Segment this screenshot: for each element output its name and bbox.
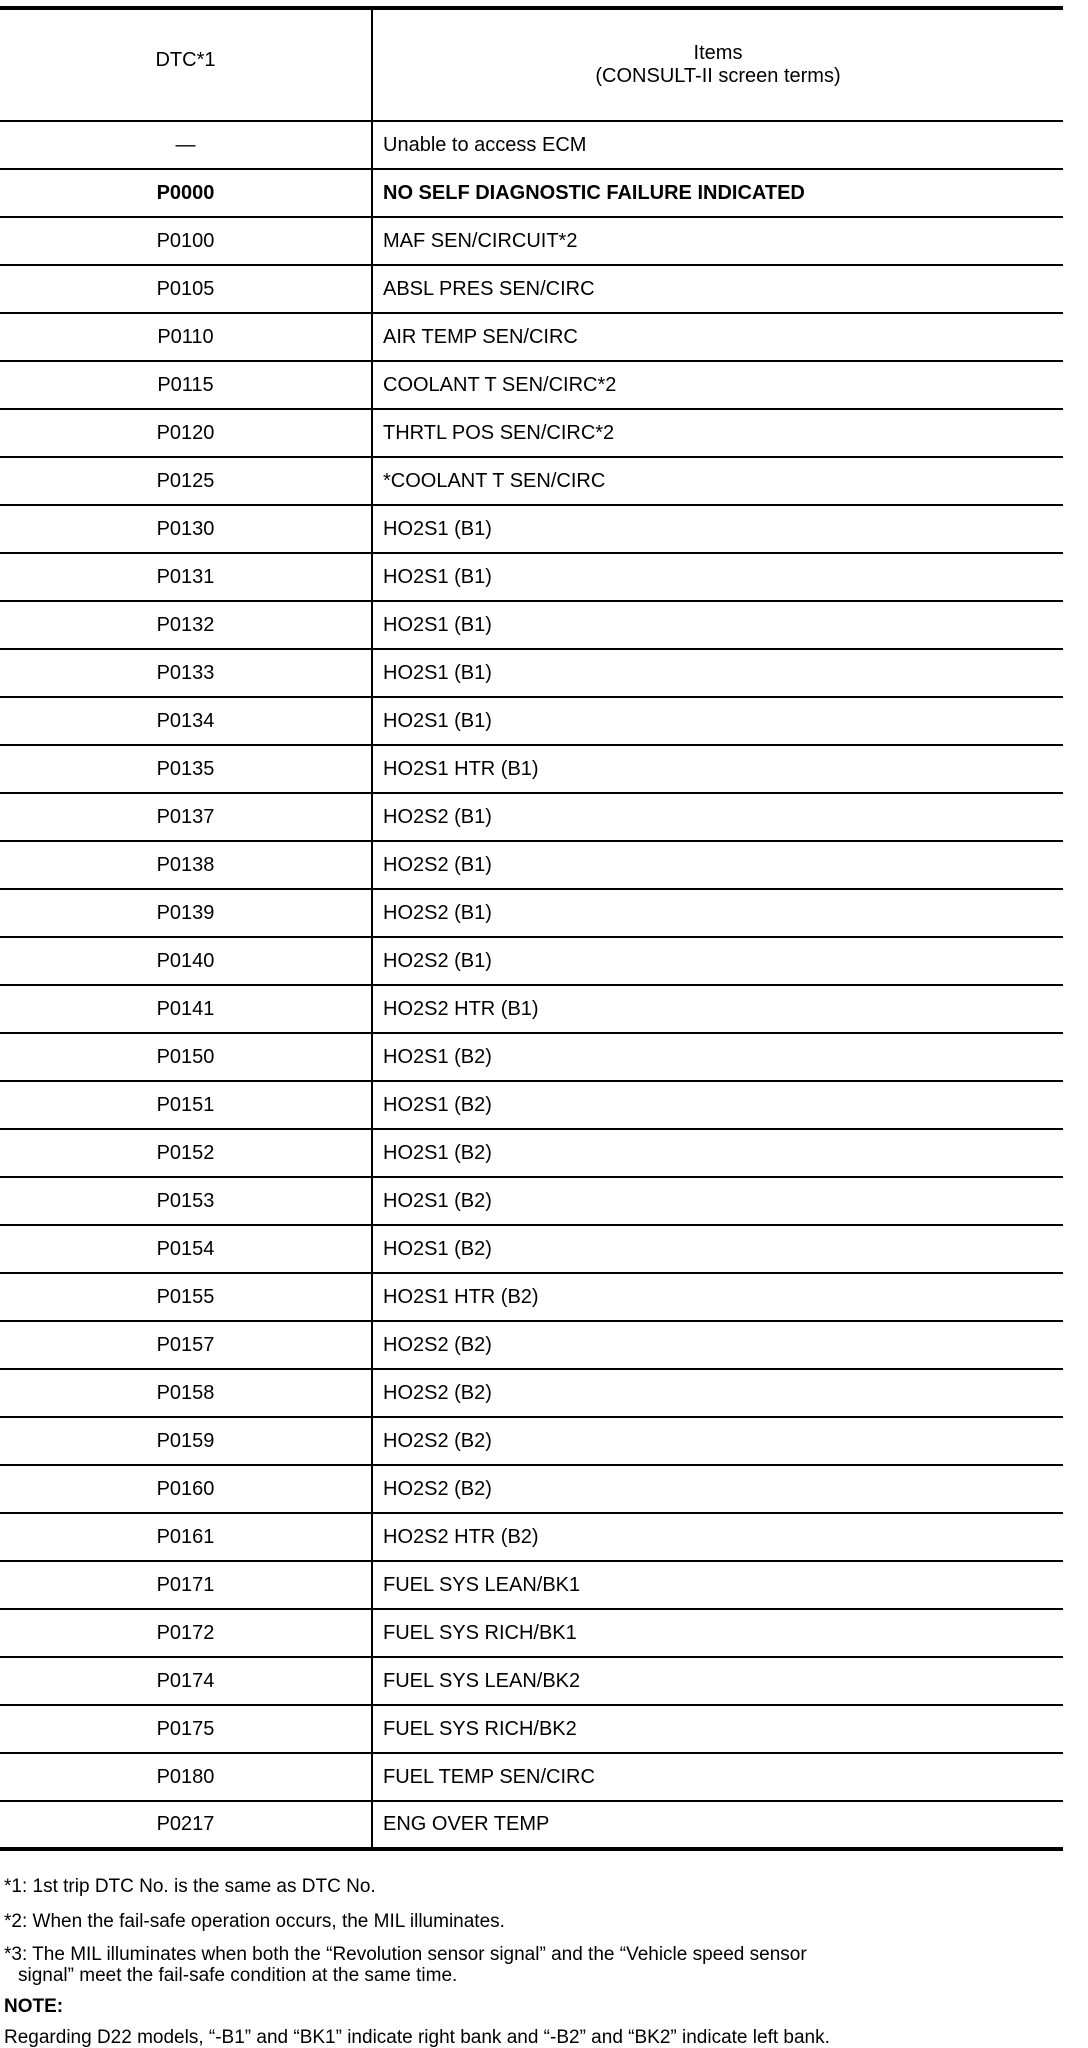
dtc-item-cell: HO2S1 (B1) [372,601,1063,649]
table-row [0,1513,1063,1561]
dtc-item-cell: THRTL POS SEN/CIRC*2 [372,409,1063,457]
dtc-item-cell: NO SELF DIAGNOSTIC FAILURE INDICATED [372,169,1063,217]
table-row [0,1561,1063,1609]
dtc-code-cell: P0154 [0,1225,372,1273]
dtc-item-cell: HO2S1 (B2) [372,1081,1063,1129]
header-items [372,8,1063,121]
dtc-item-cell: HO2S1 (B2) [372,1177,1063,1225]
table-row [0,1321,1063,1369]
dtc-code-cell: — [0,121,372,169]
dtc-item-cell: FUEL SYS RICH/BK2 [372,1705,1063,1753]
table-body [0,121,1063,1849]
dtc-code-cell: P0153 [0,1177,372,1225]
dtc-item-cell: HO2S1 (B1) [372,553,1063,601]
dtc-code-cell: P0172 [0,1609,372,1657]
table-row [0,457,1063,505]
dtc-item-cell: FUEL SYS RICH/BK1 [372,1609,1063,1657]
header-items-subtitle: (CONSULT-II screen terms) [595,65,841,87]
dtc-item-cell: HO2S1 (B2) [372,1225,1063,1273]
table-row [0,697,1063,745]
dtc-code-cell: P0105 [0,265,372,313]
table-header [0,8,1063,121]
table-row [0,169,1063,217]
dtc-code-cell: P0000 [0,169,372,217]
table-row [0,1081,1063,1129]
dtc-code-cell: P0174 [0,1657,372,1705]
dtc-table [0,6,1063,1851]
dtc-code-cell: P0171 [0,1561,372,1609]
footnotes [4,1876,1084,2048]
table-row [0,889,1063,937]
dtc-item-cell: Unable to access ECM [372,121,1063,169]
dtc-code-cell: P0141 [0,985,372,1033]
dtc-item-cell: HO2S2 HTR (B1) [372,985,1063,1033]
table-row [0,553,1063,601]
dtc-item-cell: HO2S2 (B1) [372,841,1063,889]
dtc-code-cell: P0100 [0,217,372,265]
header-dtc: DTC*1 [0,8,372,121]
dtc-code-cell: P0152 [0,1129,372,1177]
dtc-item-cell: HO2S1 (B1) [372,505,1063,553]
table-row [0,1273,1063,1321]
dtc-code-cell: P0161 [0,1513,372,1561]
dtc-item-cell: HO2S1 (B1) [372,649,1063,697]
dtc-code-cell: P0157 [0,1321,372,1369]
note-text: Regarding D22 models, “-B1” and “BK1” indicate right bank and “-B2” and “BK2” indicate left bank. [4,2027,830,2048]
table-row [0,1417,1063,1465]
dtc-code-cell: P0137 [0,793,372,841]
dtc-item-cell: FUEL TEMP SEN/CIRC [372,1753,1063,1801]
table-row [0,937,1063,985]
dtc-code-cell: P0140 [0,937,372,985]
dtc-code-cell: P0138 [0,841,372,889]
table-row [0,649,1063,697]
table-row [0,1129,1063,1177]
dtc-item-cell: HO2S2 HTR (B2) [372,1513,1063,1561]
table-row [0,505,1063,553]
dtc-code-cell: P0217 [0,1801,372,1849]
dtc-code-cell: P0160 [0,1465,372,1513]
dtc-code-cell: P0155 [0,1273,372,1321]
table-row [0,409,1063,457]
table-row [0,1609,1063,1657]
table-row [0,265,1063,313]
dtc-code-cell: P0180 [0,1753,372,1801]
dtc-item-cell: *COOLANT T SEN/CIRC [372,457,1063,505]
dtc-code-cell: P0110 [0,313,372,361]
dtc-item-cell: HO2S1 (B1) [372,697,1063,745]
table-row [0,841,1063,889]
dtc-code-cell: P0159 [0,1417,372,1465]
dtc-item-cell: ENG OVER TEMP [372,1801,1063,1849]
table-row [0,1369,1063,1417]
dtc-code-cell: P0151 [0,1081,372,1129]
table-row [0,601,1063,649]
dtc-item-cell: HO2S2 (B2) [372,1465,1063,1513]
table-row [0,1465,1063,1513]
dtc-item-cell: HO2S1 (B2) [372,1129,1063,1177]
dtc-code-cell: P0132 [0,601,372,649]
dtc-item-cell: AIR TEMP SEN/CIRC [372,313,1063,361]
dtc-code-cell: P0135 [0,745,372,793]
dtc-item-cell: HO2S2 (B2) [372,1417,1063,1465]
dtc-item-cell: HO2S1 HTR (B1) [372,745,1063,793]
footnote-1: *1: 1st trip DTC No. is the same as DTC No. [4,1876,376,1897]
dtc-code-cell: P0150 [0,1033,372,1081]
dtc-code-cell: P0120 [0,409,372,457]
dtc-code-cell: P0139 [0,889,372,937]
dtc-code-cell: P0133 [0,649,372,697]
dtc-code-cell: P0158 [0,1369,372,1417]
note-heading: NOTE: [4,1996,64,2017]
table-row [0,1801,1063,1849]
table-row [0,361,1063,409]
dtc-item-cell: HO2S2 (B1) [372,793,1063,841]
dtc-code-cell: P0175 [0,1705,372,1753]
table-row [0,121,1063,169]
dtc-item-cell: HO2S2 (B1) [372,889,1063,937]
dtc-item-cell: FUEL SYS LEAN/BK2 [372,1657,1063,1705]
table-row [0,313,1063,361]
header-items-title: Items [693,42,743,64]
dtc-item-cell: HO2S1 HTR (B2) [372,1273,1063,1321]
dtc-code-cell: P0134 [0,697,372,745]
footnote-3-line-1: *3: The MIL illuminates when both the “Revolution sensor signal” and the “Vehicle speed sensor [4,1944,807,1965]
table-row [0,1705,1063,1753]
table-row [0,793,1063,841]
table-row [0,1657,1063,1705]
dtc-item-cell: HO2S2 (B2) [372,1321,1063,1369]
dtc-item-cell: MAF SEN/CIRCUIT*2 [372,217,1063,265]
footnote-3-line-2: signal” meet the fail-safe condition at the same time. [18,1965,458,1986]
table-row [0,1033,1063,1081]
dtc-item-cell: HO2S2 (B2) [372,1369,1063,1417]
dtc-code-cell: P0131 [0,553,372,601]
table-row [0,1177,1063,1225]
dtc-code-cell: P0125 [0,457,372,505]
dtc-item-cell: HO2S2 (B1) [372,937,1063,985]
dtc-item-cell: ABSL PRES SEN/CIRC [372,265,1063,313]
table-row [0,217,1063,265]
table-row [0,985,1063,1033]
table-row [0,1225,1063,1273]
dtc-code-cell: P0115 [0,361,372,409]
dtc-code-cell: P0130 [0,505,372,553]
footnote-3 [4,1944,1084,1986]
dtc-item-cell: COOLANT T SEN/CIRC*2 [372,361,1063,409]
footnote-2: *2: When the fail-safe operation occurs, the MIL illuminates. [4,1911,505,1932]
table-row [0,745,1063,793]
table-row [0,1753,1063,1801]
dtc-item-cell: HO2S1 (B2) [372,1033,1063,1081]
dtc-item-cell: FUEL SYS LEAN/BK1 [372,1561,1063,1609]
